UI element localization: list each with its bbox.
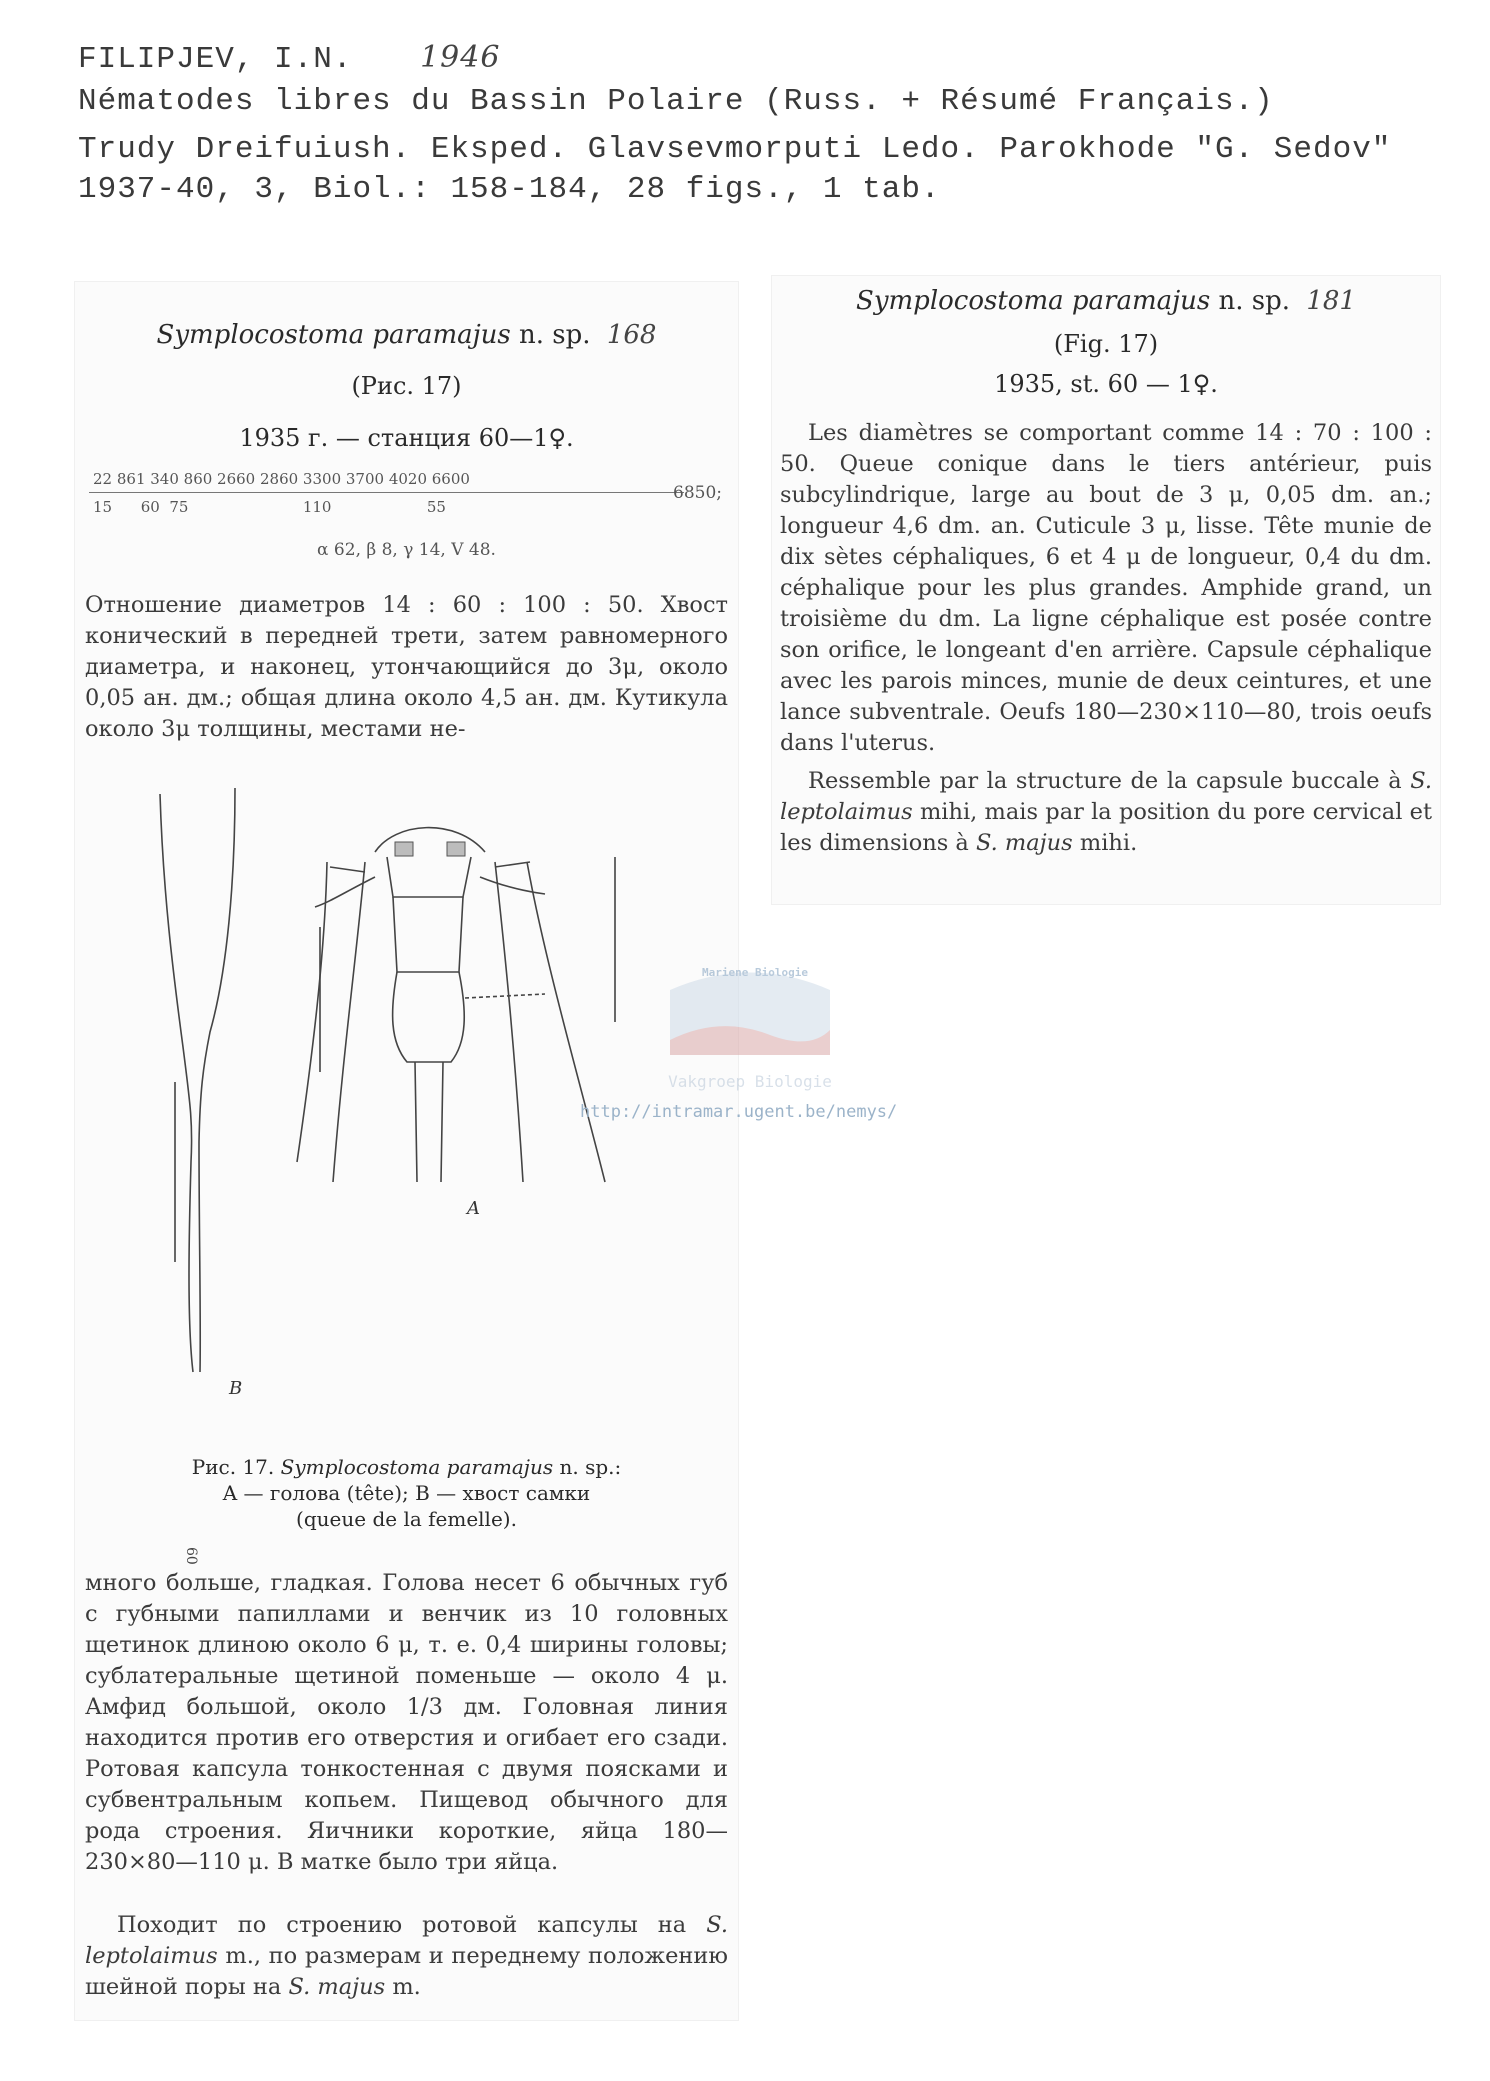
watermark-logo	[640, 960, 860, 1110]
caption-line-3: (queue de la femelle).	[296, 1507, 517, 1531]
citation-journal: Trudy Dreifuiush. Eksped. Glavsevmorputi Ledo. Parokhode "G. Sedov"	[78, 132, 1392, 167]
amphid-line	[465, 994, 545, 998]
buccal-capsule	[387, 857, 471, 897]
figure-caption	[75, 1454, 738, 1532]
citation-author: FILIPJEV, I.N.	[78, 42, 353, 77]
caption-suffix: n. sp.:	[559, 1455, 622, 1479]
head-outer-right	[527, 862, 605, 1182]
ru-formula-total: 6850;	[673, 483, 722, 503]
fr-page-note: 181	[1306, 286, 1356, 316]
esophagus	[415, 1062, 443, 1182]
head-inner-left	[333, 862, 365, 1182]
fr-paragraph-1: Les diamètres se comportant comme 14 : 70 : 100 : 50. Queue conique dans le tiers antérieur, puis subcylindrique, large au bout de 3 μ, 0,05 dm. an.; longueur 4,6 dm. an. Cuticule 3 μ, lisse. Tête munie de dix sètes céphaliques, 6 et 4 μ de longueur, 0,4 du dm. céphalique pour les plus grandes. Amphide grand, un troisième du dm. La ligne céphalique est posée contre son orifice, le longeant d'en arrière. Capsule céphalique avec les parois minces, munie de deux ceintures, et une lance subventrale. Oeufs 180—230×110—80, trois oeufs dans l'uterus.	[780, 420, 1432, 756]
formula-rule	[89, 492, 684, 493]
fr-fig-ref: (Fig. 17)	[1053, 330, 1159, 358]
citation-title: Nématodes libres du Bassin Polaire (Russ. + Résumé Français.)	[78, 84, 1274, 119]
ru-species-title: Symplocostoma paramajus	[156, 320, 511, 350]
capsule-ring	[393, 897, 463, 972]
ru-paragraph-2: много больше, гладкая. Голова несет 6 обычных губ с губными папиллами и венчик из 10 головных щетинок длиною около 6 μ, т. е. 0,4 ширины головы; сублатеральные щетиной поменьше — около 4 μ. Амфид большой, около 1/3 дм. Головная линия находится против его отверстия и огибает его сзади. Ротовая капсула тонкостенная с двумя поясками и субвентральным копьем. Пищевод обычного для рода строения. Яичники короткие, яйца 180—230×80—110 μ. В матке было три яйца.	[85, 1570, 728, 1875]
setae-short	[330, 862, 530, 872]
watermark-arc-text: Mariene Biologie	[702, 966, 808, 979]
head-outer-left	[297, 862, 327, 1162]
ru-formula-top: 22 861 340 860 2660 2860 3300 3700 4020 6600	[93, 470, 470, 488]
watermark-url: http://intramar.ugent.be/nemys/	[580, 1102, 898, 1122]
tail-outline-left	[160, 794, 193, 1372]
head-cap	[375, 828, 485, 852]
ru-ratios: α 62, β 8, γ 14, V 48.	[317, 540, 496, 560]
watermark-line1: Vakgroep Biologie	[668, 1072, 832, 1091]
citation-pages: 1937-40, 3, Biol.: 158-184, 28 figs., 1 tab.	[78, 172, 941, 207]
fig-label-b: B	[229, 1378, 243, 1399]
head-inner-right	[495, 862, 523, 1182]
fr-species-title: Symplocostoma paramajus	[856, 286, 1211, 316]
capsule-base	[393, 972, 465, 1062]
fr-title-suffix: n. sp.	[1218, 286, 1291, 316]
citation-year: 1946	[420, 40, 501, 75]
tail-outline-right	[199, 788, 235, 1372]
russian-clipping	[75, 282, 738, 2020]
lip-right	[447, 842, 465, 856]
caption-fig-number: Рис. 17.	[191, 1455, 275, 1479]
ru-paragraph-1: Отношение диаметров 14 : 60 : 100 : 50. Хвост конический в передней трети, затем равномерного диаметра, и наконец, утончающийся до 3μ, около 0,05 ан. дм.; общая длина около 4,5 ан. дм. Кутикула около 3μ толщины, местами не-	[85, 592, 728, 742]
ru-station: 1935 г. — станция 60—1♀.	[239, 424, 574, 452]
ru-page-note: 168	[606, 320, 657, 350]
fr-station: 1935, st. 60 — 1♀.	[994, 370, 1218, 398]
fig-scale-label: 60	[183, 1547, 199, 1565]
ru-title-suffix: n. sp.	[519, 320, 591, 350]
french-clipping	[772, 276, 1440, 904]
ru-formula-bottom: 15 60 75 110 55	[93, 498, 446, 516]
fig-label-a: A	[467, 1198, 480, 1219]
caption-line-2: A — голова (tête); B — хвост самки	[222, 1481, 591, 1505]
seta-left	[315, 877, 375, 907]
ru-paragraph-3: Походит по строению ротовой капсулы на S. leptolaimus m., по размерам и переднему положению шейной поры на S. majus m.	[85, 1912, 729, 2000]
fr-paragraph-2: Ressemble par la structure de la capsule buccale à S. leptolaimus mihi, mais par la position du pore cervical et les dimensions à S. majus mihi.	[780, 768, 1433, 856]
lip-left	[395, 842, 413, 856]
caption-species: Symplocostoma paramajus	[280, 1455, 554, 1479]
ru-fig-ref: (Рис. 17)	[351, 372, 462, 400]
seta-right	[480, 877, 545, 894]
